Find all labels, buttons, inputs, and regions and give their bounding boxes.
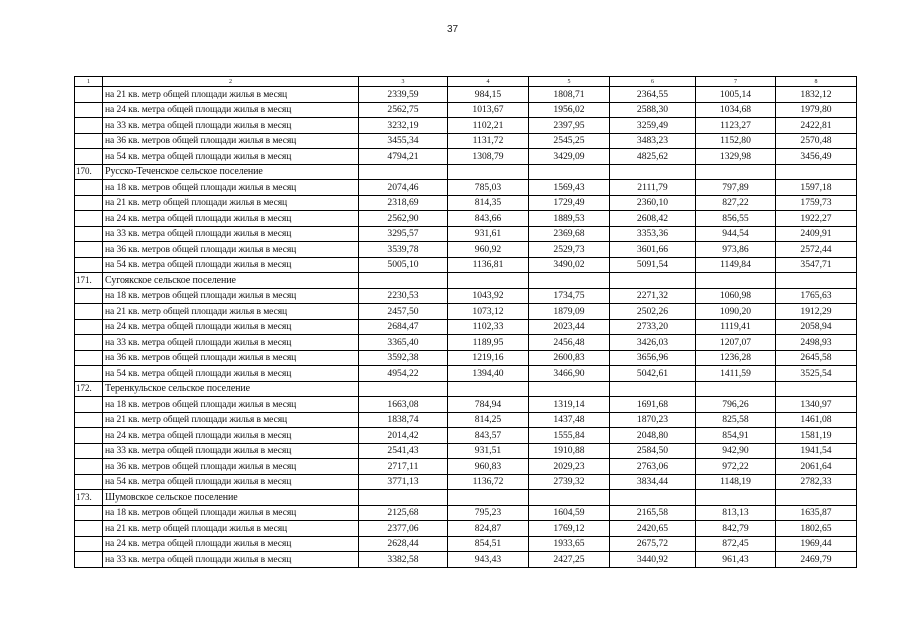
row-number-cell (75, 242, 103, 258)
value-cell (359, 273, 448, 289)
row-number-cell (75, 304, 103, 320)
value-cell: 842,79 (696, 521, 776, 537)
value-cell: 3365,40 (359, 335, 448, 351)
value-cell: 2572,44 (776, 242, 857, 258)
value-cell: 5005,10 (359, 257, 448, 273)
value-cell: 1889,53 (529, 211, 610, 227)
value-cell: 2541,43 (359, 443, 448, 459)
value-cell: 2360,10 (610, 195, 696, 211)
value-cell: 1090,20 (696, 304, 776, 320)
value-cell: 2763,06 (610, 459, 696, 475)
value-cell: 1663,08 (359, 397, 448, 413)
value-cell: 1308,79 (448, 149, 529, 165)
value-cell: 1340,97 (776, 397, 857, 413)
value-cell: 854,91 (696, 428, 776, 444)
value-cell: 2628,44 (359, 536, 448, 552)
description-cell: на 24 кв. метра общей площади жилья в месяц (103, 536, 359, 552)
value-cell: 1759,73 (776, 195, 857, 211)
value-cell: 2457,50 (359, 304, 448, 320)
value-cell: 2733,20 (610, 319, 696, 335)
value-cell: 1922,27 (776, 211, 857, 227)
value-cell: 795,23 (448, 505, 529, 521)
row-number-cell (75, 366, 103, 382)
value-cell: 4954,22 (359, 366, 448, 382)
column-header: 5 (529, 77, 610, 87)
value-cell: 2058,94 (776, 319, 857, 335)
value-cell: 2588,30 (610, 102, 696, 118)
description-cell: на 33 кв. метра общей площади жилья в месяц (103, 118, 359, 134)
column-header: 7 (696, 77, 776, 87)
value-cell: 984,15 (448, 87, 529, 103)
description-cell: на 24 кв. метра общей площади жилья в месяц (103, 428, 359, 444)
value-cell: 1329,98 (696, 149, 776, 165)
row-number-cell (75, 180, 103, 196)
table-header-row (75, 77, 857, 87)
value-cell: 1912,29 (776, 304, 857, 320)
value-cell: 1102,33 (448, 319, 529, 335)
description-cell: на 18 кв. метров общей площади жилья в месяц (103, 397, 359, 413)
value-cell: 1832,12 (776, 87, 857, 103)
row-number-cell (75, 350, 103, 366)
value-cell: 3525,54 (776, 366, 857, 382)
column-header: 1 (75, 77, 103, 87)
value-cell: 3547,71 (776, 257, 857, 273)
value-cell: 3592,38 (359, 350, 448, 366)
value-cell: 943,43 (448, 552, 529, 568)
value-cell (529, 490, 610, 506)
value-cell: 4825,62 (610, 149, 696, 165)
table-row (75, 412, 857, 428)
value-cell (448, 164, 529, 180)
description-cell: на 24 кв. метра общей площади жилья в месяц (103, 211, 359, 227)
column-header: 2 (103, 77, 359, 87)
table-row (75, 536, 857, 552)
value-cell: 1034,68 (696, 102, 776, 118)
value-cell: 3466,90 (529, 366, 610, 382)
value-cell: 827,22 (696, 195, 776, 211)
value-cell: 944,54 (696, 226, 776, 242)
page-number: 37 (446, 24, 459, 35)
value-cell: 2397,95 (529, 118, 610, 134)
value-cell: 1910,88 (529, 443, 610, 459)
value-cell: 1102,21 (448, 118, 529, 134)
value-cell: 3259,49 (610, 118, 696, 134)
value-cell (359, 490, 448, 506)
row-number-cell (75, 149, 103, 165)
value-cell: 1941,54 (776, 443, 857, 459)
value-cell: 2782,33 (776, 474, 857, 490)
tariff-table (74, 76, 857, 568)
value-cell (448, 273, 529, 289)
value-cell (610, 273, 696, 289)
description-cell: на 21 кв. метр общей площади жилья в месяц (103, 521, 359, 537)
table-row (75, 226, 857, 242)
value-cell: 1956,02 (529, 102, 610, 118)
value-cell: 2420,65 (610, 521, 696, 537)
table-row (75, 335, 857, 351)
value-cell (696, 273, 776, 289)
section-row (75, 164, 857, 180)
value-cell: 3456,49 (776, 149, 857, 165)
value-cell: 2717,11 (359, 459, 448, 475)
value-cell: 961,43 (696, 552, 776, 568)
value-cell: 872,45 (696, 536, 776, 552)
value-cell: 2456,48 (529, 335, 610, 351)
row-number-cell (75, 133, 103, 149)
value-cell: 1136,72 (448, 474, 529, 490)
value-cell (529, 381, 610, 397)
table-row (75, 505, 857, 521)
value-cell (776, 273, 857, 289)
value-cell: 1969,44 (776, 536, 857, 552)
value-cell: 2111,79 (610, 180, 696, 196)
value-cell: 796,26 (696, 397, 776, 413)
value-cell: 2409,91 (776, 226, 857, 242)
description-cell: на 33 кв. метра общей площади жилья в месяц (103, 552, 359, 568)
value-cell: 1569,43 (529, 180, 610, 196)
value-cell: 1838,74 (359, 412, 448, 428)
value-cell: 1604,59 (529, 505, 610, 521)
value-cell: 1411,59 (696, 366, 776, 382)
row-number-cell (75, 226, 103, 242)
value-cell: 3440,92 (610, 552, 696, 568)
value-cell: 1933,65 (529, 536, 610, 552)
settlement-name-cell: Сугоякское сельское поселение (103, 273, 359, 289)
value-cell: 2608,42 (610, 211, 696, 227)
value-cell (776, 164, 857, 180)
column-header: 6 (610, 77, 696, 87)
value-cell: 1879,09 (529, 304, 610, 320)
table-row (75, 87, 857, 103)
value-cell: 843,57 (448, 428, 529, 444)
value-cell: 1149,84 (696, 257, 776, 273)
settlement-name-cell: Русско-Теченское сельское поселение (103, 164, 359, 180)
row-number-cell: 170. (75, 164, 103, 180)
value-cell: 2369,68 (529, 226, 610, 242)
value-cell: 3382,58 (359, 552, 448, 568)
value-cell: 2422,81 (776, 118, 857, 134)
value-cell: 2014,42 (359, 428, 448, 444)
value-cell: 3483,23 (610, 133, 696, 149)
description-cell: на 33 кв. метра общей площади жилья в месяц (103, 335, 359, 351)
value-cell: 1555,84 (529, 428, 610, 444)
value-cell (610, 164, 696, 180)
row-number-cell (75, 102, 103, 118)
row-number-cell (75, 211, 103, 227)
description-cell: на 21 кв. метр общей площади жилья в месяц (103, 304, 359, 320)
value-cell (610, 490, 696, 506)
value-cell: 2377,06 (359, 521, 448, 537)
value-cell: 3429,09 (529, 149, 610, 165)
value-cell: 2339,59 (359, 87, 448, 103)
value-cell: 2584,50 (610, 443, 696, 459)
value-cell: 942,90 (696, 443, 776, 459)
value-cell: 1597,18 (776, 180, 857, 196)
table-row (75, 474, 857, 490)
value-cell: 2545,25 (529, 133, 610, 149)
section-row (75, 273, 857, 289)
value-cell: 2562,75 (359, 102, 448, 118)
table-row (75, 242, 857, 258)
value-cell (529, 164, 610, 180)
value-cell: 843,66 (448, 211, 529, 227)
value-cell: 3601,66 (610, 242, 696, 258)
row-number-cell (75, 412, 103, 428)
value-cell: 3232,19 (359, 118, 448, 134)
value-cell: 3295,57 (359, 226, 448, 242)
value-cell: 824,87 (448, 521, 529, 537)
table-row (75, 118, 857, 134)
description-cell: на 54 кв. метра общей площади жилья в месяц (103, 257, 359, 273)
row-number-cell (75, 319, 103, 335)
description-cell: на 54 кв. метра общей площади жилья в месяц (103, 366, 359, 382)
value-cell: 1769,12 (529, 521, 610, 537)
value-cell: 1437,48 (529, 412, 610, 428)
value-cell: 2502,26 (610, 304, 696, 320)
value-cell: 4794,21 (359, 149, 448, 165)
table-row (75, 195, 857, 211)
table-row (75, 102, 857, 118)
value-cell: 1131,72 (448, 133, 529, 149)
value-cell: 2023,44 (529, 319, 610, 335)
value-cell: 1152,80 (696, 133, 776, 149)
column-header: 4 (448, 77, 529, 87)
value-cell: 2427,25 (529, 552, 610, 568)
value-cell: 2469,79 (776, 552, 857, 568)
value-cell: 1802,65 (776, 521, 857, 537)
value-cell: 1870,23 (610, 412, 696, 428)
value-cell: 3353,36 (610, 226, 696, 242)
table-row (75, 397, 857, 413)
row-number-cell (75, 335, 103, 351)
value-cell: 813,13 (696, 505, 776, 521)
table-row (75, 133, 857, 149)
value-cell: 2645,58 (776, 350, 857, 366)
table-row (75, 211, 857, 227)
value-cell: 3455,34 (359, 133, 448, 149)
column-header: 3 (359, 77, 448, 87)
section-row (75, 381, 857, 397)
row-number-cell (75, 195, 103, 211)
table-row (75, 288, 857, 304)
row-number-cell (75, 397, 103, 413)
row-number-cell (75, 521, 103, 537)
settlement-name-cell: Теренкульское сельское поселение (103, 381, 359, 397)
table-row (75, 257, 857, 273)
row-number-cell (75, 443, 103, 459)
value-cell (529, 273, 610, 289)
description-cell: на 18 кв. метров общей площади жилья в месяц (103, 288, 359, 304)
value-cell: 1635,87 (776, 505, 857, 521)
description-cell: на 36 кв. метров общей площади жилья в месяц (103, 242, 359, 258)
value-cell: 1123,27 (696, 118, 776, 134)
value-cell: 1979,80 (776, 102, 857, 118)
description-cell: на 36 кв. метров общей площади жилья в месяц (103, 459, 359, 475)
value-cell: 2165,58 (610, 505, 696, 521)
table-row (75, 366, 857, 382)
row-number-cell: 171. (75, 273, 103, 289)
value-cell: 2570,48 (776, 133, 857, 149)
row-number-cell (75, 536, 103, 552)
value-cell: 797,89 (696, 180, 776, 196)
value-cell: 3656,96 (610, 350, 696, 366)
value-cell: 5091,54 (610, 257, 696, 273)
value-cell: 973,86 (696, 242, 776, 258)
value-cell (696, 490, 776, 506)
value-cell: 2318,69 (359, 195, 448, 211)
value-cell: 856,55 (696, 211, 776, 227)
section-row (75, 490, 857, 506)
column-header: 8 (776, 77, 857, 87)
value-cell: 1461,08 (776, 412, 857, 428)
value-cell: 1729,49 (529, 195, 610, 211)
description-cell: на 18 кв. метров общей площади жилья в месяц (103, 505, 359, 521)
value-cell: 3771,13 (359, 474, 448, 490)
value-cell: 2562,90 (359, 211, 448, 227)
value-cell: 814,25 (448, 412, 529, 428)
value-cell: 1734,75 (529, 288, 610, 304)
value-cell: 785,03 (448, 180, 529, 196)
value-cell: 784,94 (448, 397, 529, 413)
value-cell: 3490,02 (529, 257, 610, 273)
value-cell: 1394,40 (448, 366, 529, 382)
value-cell (696, 164, 776, 180)
value-cell: 2230,53 (359, 288, 448, 304)
value-cell: 1808,71 (529, 87, 610, 103)
value-cell: 2675,72 (610, 536, 696, 552)
description-cell: на 18 кв. метров общей площади жилья в месяц (103, 180, 359, 196)
description-cell: на 24 кв. метра общей площади жилья в месяц (103, 102, 359, 118)
row-number-cell (75, 505, 103, 521)
value-cell: 1236,28 (696, 350, 776, 366)
value-cell: 1581,19 (776, 428, 857, 444)
value-cell: 814,35 (448, 195, 529, 211)
row-number-cell (75, 428, 103, 444)
value-cell: 931,51 (448, 443, 529, 459)
row-number-cell: 173. (75, 490, 103, 506)
table-row (75, 304, 857, 320)
row-number-cell (75, 459, 103, 475)
value-cell: 1005,14 (696, 87, 776, 103)
value-cell: 2529,73 (529, 242, 610, 258)
description-cell: на 33 кв. метра общей площади жилья в месяц (103, 226, 359, 242)
table-row (75, 149, 857, 165)
value-cell: 2125,68 (359, 505, 448, 521)
value-cell: 2600,83 (529, 350, 610, 366)
value-cell: 931,61 (448, 226, 529, 242)
value-cell: 1189,95 (448, 335, 529, 351)
value-cell: 1073,12 (448, 304, 529, 320)
value-cell: 1013,67 (448, 102, 529, 118)
value-cell: 2048,80 (610, 428, 696, 444)
value-cell: 972,22 (696, 459, 776, 475)
value-cell (448, 381, 529, 397)
value-cell: 1691,68 (610, 397, 696, 413)
value-cell: 1060,98 (696, 288, 776, 304)
row-number-cell (75, 87, 103, 103)
value-cell: 1119,41 (696, 319, 776, 335)
value-cell: 3426,03 (610, 335, 696, 351)
value-cell: 1148,19 (696, 474, 776, 490)
row-number-cell (75, 552, 103, 568)
description-cell: на 21 кв. метр общей площади жилья в месяц (103, 87, 359, 103)
row-number-cell: 172. (75, 381, 103, 397)
row-number-cell (75, 288, 103, 304)
value-cell (610, 381, 696, 397)
table-row (75, 552, 857, 568)
value-cell (359, 164, 448, 180)
row-number-cell (75, 474, 103, 490)
value-cell: 2498,93 (776, 335, 857, 351)
value-cell: 825,58 (696, 412, 776, 428)
value-cell: 2061,64 (776, 459, 857, 475)
description-cell: на 54 кв. метра общей площади жилья в месяц (103, 149, 359, 165)
value-cell: 1136,81 (448, 257, 529, 273)
value-cell: 960,92 (448, 242, 529, 258)
value-cell: 1319,14 (529, 397, 610, 413)
value-cell: 2029,23 (529, 459, 610, 475)
table-row (75, 180, 857, 196)
description-cell: на 24 кв. метра общей площади жилья в месяц (103, 319, 359, 335)
table-row (75, 319, 857, 335)
table-row (75, 459, 857, 475)
value-cell: 854,51 (448, 536, 529, 552)
value-cell: 2271,32 (610, 288, 696, 304)
value-cell: 3834,44 (610, 474, 696, 490)
description-cell: на 54 кв. метра общей площади жилья в месяц (103, 474, 359, 490)
value-cell: 2739,32 (529, 474, 610, 490)
description-cell: на 36 кв. метров общей площади жилья в месяц (103, 350, 359, 366)
value-cell (359, 381, 448, 397)
value-cell (448, 490, 529, 506)
value-cell: 3539,78 (359, 242, 448, 258)
value-cell: 2364,55 (610, 87, 696, 103)
value-cell: 960,83 (448, 459, 529, 475)
value-cell: 2684,47 (359, 319, 448, 335)
row-number-cell (75, 257, 103, 273)
row-number-cell (75, 118, 103, 134)
value-cell: 1765,63 (776, 288, 857, 304)
description-cell: на 33 кв. метра общей площади жилья в месяц (103, 443, 359, 459)
table-row (75, 521, 857, 537)
value-cell: 1207,07 (696, 335, 776, 351)
value-cell: 1043,92 (448, 288, 529, 304)
value-cell (776, 490, 857, 506)
value-cell: 2074,46 (359, 180, 448, 196)
description-cell: на 21 кв. метр общей площади жилья в месяц (103, 195, 359, 211)
description-cell: на 21 кв. метр общей площади жилья в месяц (103, 412, 359, 428)
table-row (75, 350, 857, 366)
value-cell (696, 381, 776, 397)
value-cell: 5042,61 (610, 366, 696, 382)
description-cell: на 36 кв. метров общей площади жилья в месяц (103, 133, 359, 149)
value-cell: 1219,16 (448, 350, 529, 366)
settlement-name-cell: Шумовское сельское поселение (103, 490, 359, 506)
table-row (75, 428, 857, 444)
table-row (75, 443, 857, 459)
value-cell (776, 381, 857, 397)
